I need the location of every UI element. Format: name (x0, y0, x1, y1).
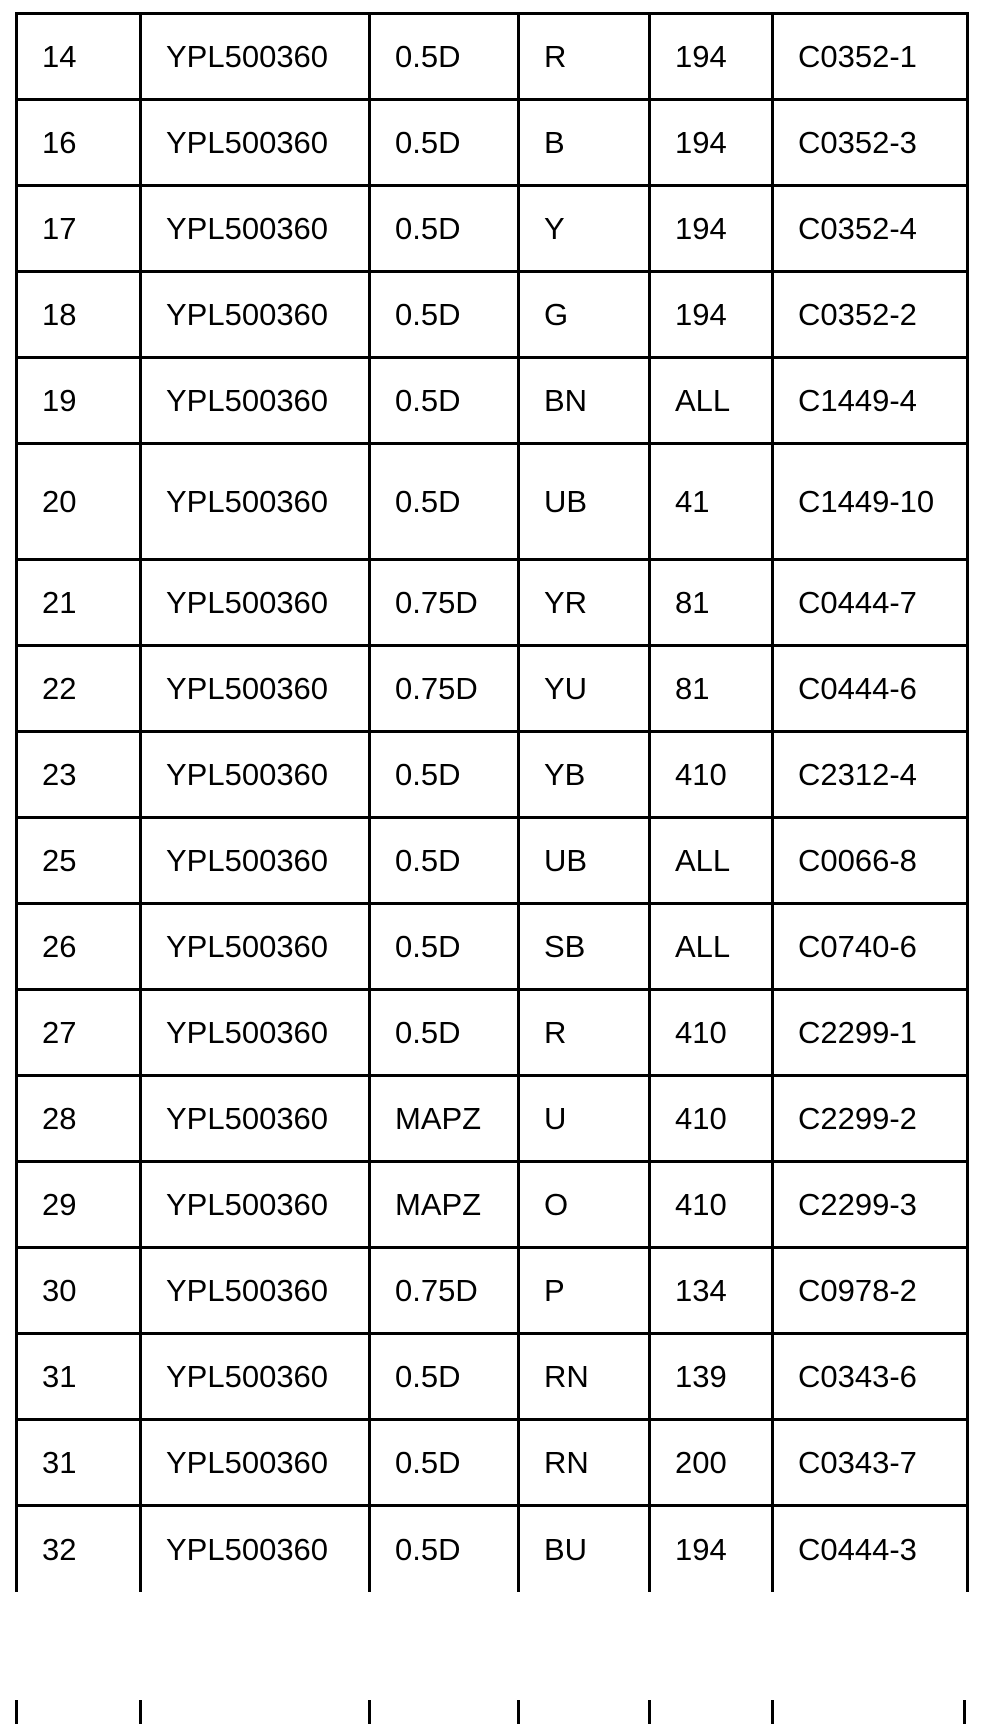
divider (648, 1700, 651, 1724)
table-cell: C0352-4 (773, 186, 968, 272)
table-cell: YPL500360 (141, 1076, 370, 1162)
table-cell: 20 (17, 444, 141, 560)
table-cell: 0.5D (370, 100, 519, 186)
table-cell: C0444-3 (773, 1506, 968, 1592)
table-row (17, 646, 968, 732)
table-cell: C0352-2 (773, 272, 968, 358)
table-cell: Y (519, 186, 650, 272)
table-cell: 0.5D (370, 444, 519, 560)
table-row (17, 1248, 968, 1334)
divider (139, 1700, 142, 1724)
table-cell: 139 (650, 1334, 773, 1420)
table-row (17, 1420, 968, 1506)
table-cell: ALL (650, 818, 773, 904)
table-cell: 410 (650, 1162, 773, 1248)
table-cell: 25 (17, 818, 141, 904)
table-cell: R (519, 990, 650, 1076)
table-cell: YB (519, 732, 650, 818)
table-cell: 0.5D (370, 732, 519, 818)
table-cell: YR (519, 560, 650, 646)
table-row (17, 990, 968, 1076)
table-cell: ALL (650, 358, 773, 444)
table-cell: C2299-2 (773, 1076, 968, 1162)
table-cell: 410 (650, 732, 773, 818)
table-cell: YPL500360 (141, 990, 370, 1076)
table-cell: 0.5D (370, 186, 519, 272)
table-cell: 31 (17, 1334, 141, 1420)
divider (963, 1700, 966, 1724)
table-cell: YPL500360 (141, 1248, 370, 1334)
table-row (17, 904, 968, 990)
table-row (17, 358, 968, 444)
divider (368, 1700, 371, 1724)
table-cell: 27 (17, 990, 141, 1076)
table-cell: BU (519, 1506, 650, 1592)
table-cell: 17 (17, 186, 141, 272)
table-cell: 0.5D (370, 272, 519, 358)
table-row (17, 14, 968, 100)
table-cell: YPL500360 (141, 1162, 370, 1248)
table-cell: 81 (650, 646, 773, 732)
table-cell: SB (519, 904, 650, 990)
table-row (17, 732, 968, 818)
table-cell: 0.75D (370, 646, 519, 732)
table-cell: ALL (650, 904, 773, 990)
table-cell: YPL500360 (141, 560, 370, 646)
table-cell: 29 (17, 1162, 141, 1248)
table-cell: YPL500360 (141, 646, 370, 732)
table-cell: 0.5D (370, 1420, 519, 1506)
table-cell: 194 (650, 272, 773, 358)
table-cell: YPL500360 (141, 1506, 370, 1592)
table-cell: YPL500360 (141, 272, 370, 358)
table-cell: YPL500360 (141, 818, 370, 904)
table-cell: 32 (17, 1506, 141, 1592)
table-cell: 194 (650, 14, 773, 100)
parts-table (15, 12, 969, 1592)
table-cell: C0740-6 (773, 904, 968, 990)
table-row (17, 1506, 968, 1592)
table-cell: BN (519, 358, 650, 444)
table-cell: G (519, 272, 650, 358)
table-cell: 31 (17, 1420, 141, 1506)
table-cell: C0978-2 (773, 1248, 968, 1334)
table-cell: O (519, 1162, 650, 1248)
table-cell: YPL500360 (141, 358, 370, 444)
table-row (17, 186, 968, 272)
table-cell: 134 (650, 1248, 773, 1334)
table-cell: 0.5D (370, 818, 519, 904)
table-cell: 28 (17, 1076, 141, 1162)
table-row (17, 818, 968, 904)
table-cell: P (519, 1248, 650, 1334)
table-cell: C1449-10 (773, 444, 968, 560)
table-cell: C2299-3 (773, 1162, 968, 1248)
table-cell: YPL500360 (141, 444, 370, 560)
table-continuation-lines (15, 1700, 966, 1724)
table-cell: C0444-6 (773, 646, 968, 732)
table-row (17, 1334, 968, 1420)
table-row (17, 100, 968, 186)
table-cell: 26 (17, 904, 141, 990)
table-cell: C0066-8 (773, 818, 968, 904)
table-cell: B (519, 100, 650, 186)
parts-table-body (17, 14, 968, 1592)
table-cell: 194 (650, 100, 773, 186)
table-cell: 16 (17, 100, 141, 186)
table-row (17, 444, 968, 560)
table-cell: 194 (650, 1506, 773, 1592)
table-cell: U (519, 1076, 650, 1162)
table-cell: C2312-4 (773, 732, 968, 818)
table-cell: 21 (17, 560, 141, 646)
table-cell: 23 (17, 732, 141, 818)
table-cell: C0343-7 (773, 1420, 968, 1506)
table-cell: YPL500360 (141, 732, 370, 818)
table-cell: C1449-4 (773, 358, 968, 444)
table-cell: UB (519, 444, 650, 560)
divider (517, 1700, 520, 1724)
table-cell: RN (519, 1334, 650, 1420)
table-cell: R (519, 14, 650, 100)
table-cell: YPL500360 (141, 1420, 370, 1506)
table-row (17, 1076, 968, 1162)
table-cell: 0.5D (370, 14, 519, 100)
table-cell: YPL500360 (141, 1334, 370, 1420)
divider (15, 1700, 18, 1724)
table-cell: YPL500360 (141, 14, 370, 100)
table-cell: 410 (650, 990, 773, 1076)
table-cell: YPL500360 (141, 904, 370, 990)
table-row (17, 272, 968, 358)
table-cell: 22 (17, 646, 141, 732)
table-cell: 0.5D (370, 904, 519, 990)
table-cell: C2299-1 (773, 990, 968, 1076)
table-cell: RN (519, 1420, 650, 1506)
table-cell: C0352-3 (773, 100, 968, 186)
table-cell: C0444-7 (773, 560, 968, 646)
table-cell: 0.5D (370, 990, 519, 1076)
table-cell: YU (519, 646, 650, 732)
table-cell: UB (519, 818, 650, 904)
table-cell: 0.75D (370, 1248, 519, 1334)
table-cell: 410 (650, 1076, 773, 1162)
table-cell: 0.5D (370, 358, 519, 444)
table-cell: 41 (650, 444, 773, 560)
table-cell: 30 (17, 1248, 141, 1334)
table-cell: MAPZ (370, 1076, 519, 1162)
table-row (17, 1162, 968, 1248)
table-cell: 200 (650, 1420, 773, 1506)
table-cell: 14 (17, 14, 141, 100)
table-cell: 81 (650, 560, 773, 646)
table-cell: YPL500360 (141, 100, 370, 186)
table-cell: 194 (650, 186, 773, 272)
table-cell: MAPZ (370, 1162, 519, 1248)
table-cell: 0.5D (370, 1506, 519, 1592)
table-cell: 18 (17, 272, 141, 358)
table-cell: YPL500360 (141, 186, 370, 272)
table-row (17, 560, 968, 646)
table-cell: C0343-6 (773, 1334, 968, 1420)
table-cell: 0.75D (370, 560, 519, 646)
divider (771, 1700, 774, 1724)
table-cell: C0352-1 (773, 14, 968, 100)
table-cell: 0.5D (370, 1334, 519, 1420)
table-cell: 19 (17, 358, 141, 444)
